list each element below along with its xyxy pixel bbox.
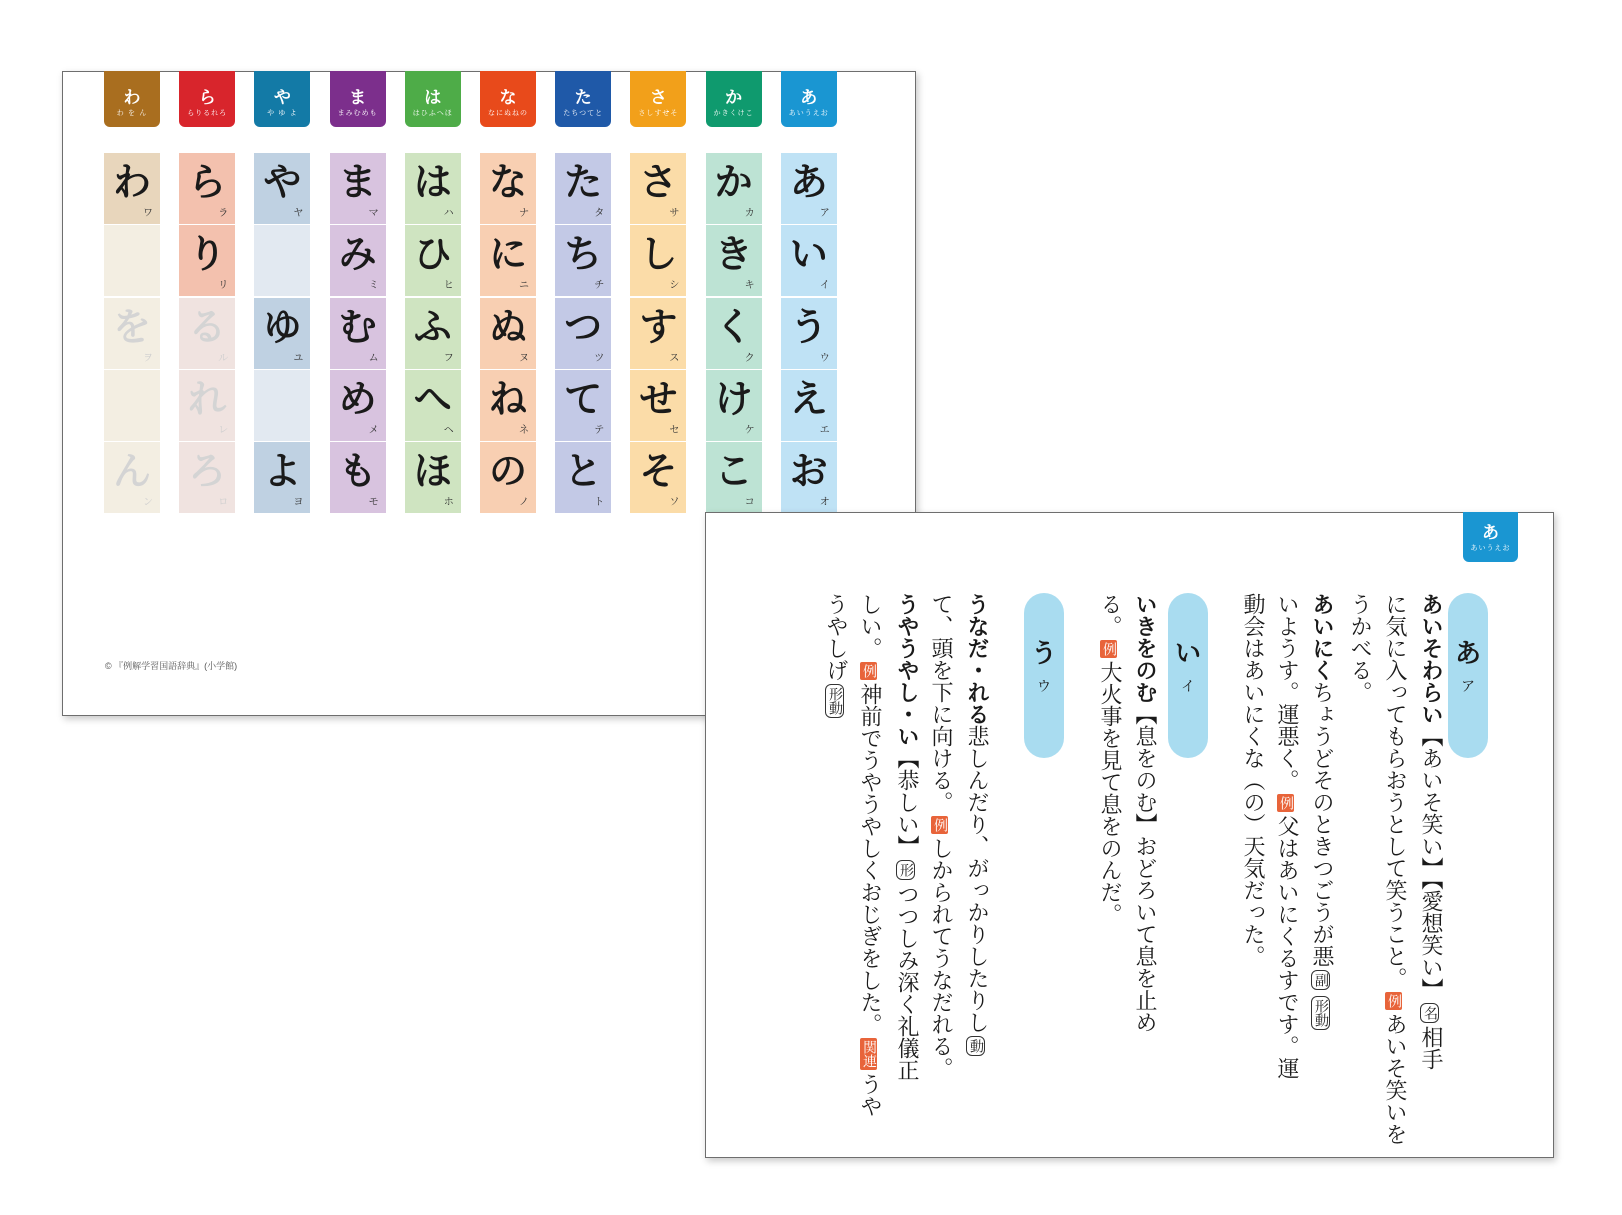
kana-hiragana: せ	[639, 376, 678, 421]
kana-hiragana: む	[338, 304, 377, 349]
section-i-label: い	[1174, 639, 1201, 669]
kana-hiragana: ね	[488, 376, 527, 421]
entry-text: る。	[1097, 593, 1122, 637]
column-tab-sub: わ を ん	[116, 109, 148, 117]
kana-cell[interactable]	[630, 225, 686, 296]
kana-katakana: ハ	[443, 208, 454, 219]
entry-text: 【あいそ笑い】【愛想笑い】	[1418, 725, 1443, 1000]
kana-katakana: テ	[594, 424, 605, 436]
headword: うなだ・れる	[964, 593, 989, 725]
kana-katakana: フ	[443, 352, 454, 364]
entry-text: 【息をのむ】おどろいて息を止め	[1132, 703, 1157, 1033]
column-tab[interactable]	[781, 71, 837, 127]
headword: うやうやし・い	[894, 593, 919, 747]
kana-hiragana: て	[564, 376, 603, 421]
entry-text: 悲しんだり、がっかりしたりし	[964, 725, 989, 1033]
kana-katakana: リ	[218, 280, 229, 292]
column-tab[interactable]	[630, 71, 686, 127]
column-tab-label: は	[424, 88, 442, 108]
headword: いきをのむ	[1132, 593, 1157, 703]
kana-hiragana: お	[789, 449, 828, 494]
example-marker: 例	[1386, 994, 1402, 1008]
section-u-label: う	[1030, 639, 1057, 669]
kana-cell[interactable]	[104, 442, 160, 513]
kana-katakana: ヒ	[443, 280, 454, 292]
kana-katakana: ニ	[519, 280, 529, 292]
kana-hiragana: め	[338, 376, 377, 421]
dictionary-index-tab[interactable]	[1463, 512, 1518, 562]
kana-cell[interactable]	[781, 442, 837, 513]
kana-hiragana: ほ	[413, 449, 452, 494]
part-of-speech-label: 形動	[1311, 996, 1330, 1030]
kana-katakana: ヲ	[143, 352, 153, 364]
kana-cell[interactable]	[630, 298, 686, 369]
kana-cell[interactable]	[179, 370, 235, 441]
kana-cell[interactable]	[781, 370, 837, 441]
kana-cell[interactable]	[706, 370, 762, 441]
kana-hiragana: ら	[188, 160, 227, 204]
dictionary-page	[705, 512, 1554, 1158]
kana-hiragana: れ	[188, 376, 227, 421]
kana-hiragana: う	[789, 304, 828, 349]
kana-katakana: ウ	[819, 352, 830, 364]
kana-hiragana: え	[789, 376, 828, 421]
column-tab-sub: らりるれろ	[187, 109, 228, 117]
kana-hiragana: る	[188, 304, 227, 349]
kana-hiragana: い	[789, 232, 828, 277]
entry-line	[1339, 593, 1379, 1138]
column-tab-sub: なにぬねの	[488, 109, 528, 117]
kana-katakana: ロ	[218, 497, 229, 509]
section-heading-u	[1024, 593, 1064, 758]
entry-text: ちょうどそのときつごうが悪	[1309, 681, 1334, 967]
kana-cell[interactable]	[555, 153, 611, 224]
kana-cell[interactable]	[179, 225, 235, 296]
kana-hiragana: に	[488, 232, 527, 277]
entry-text: て、頭を下に向ける。	[928, 593, 953, 813]
kana-cell[interactable]	[330, 298, 386, 369]
column-tab[interactable]	[104, 71, 160, 127]
entry-line	[1374, 593, 1414, 1145]
kana-cell[interactable]	[254, 153, 310, 224]
kana-katakana: ク	[744, 352, 755, 364]
kana-hiragana: た	[564, 160, 603, 204]
kana-katakana: チ	[594, 280, 605, 292]
kana-katakana: マ	[368, 208, 379, 219]
kana-cell[interactable]	[480, 153, 536, 224]
entry-text: うやしげ	[823, 593, 848, 681]
kana-katakana: ナ	[519, 208, 529, 219]
entry-text: うかべる。	[1347, 593, 1372, 703]
kana-katakana: オ	[819, 497, 830, 509]
column-tab-label: か	[725, 88, 743, 108]
kana-cell[interactable]	[781, 153, 837, 224]
column-tab[interactable]	[254, 71, 310, 127]
entry-text: 相手	[1418, 1026, 1443, 1070]
kana-cell[interactable]	[480, 442, 536, 513]
kana-katakana: ト	[594, 497, 605, 509]
column-tab-label: た	[574, 88, 592, 108]
kana-katakana: タ	[594, 208, 605, 219]
kana-cell[interactable]	[480, 298, 536, 369]
entry-line	[815, 593, 855, 1138]
kana-hiragana: ち	[564, 232, 603, 277]
headword: あいにく	[1309, 593, 1334, 681]
entry-text: しい。	[857, 593, 882, 659]
kana-cell[interactable]	[104, 298, 160, 369]
kana-katakana: カ	[744, 208, 755, 219]
column-tab-label: や	[273, 88, 291, 108]
entry-text: いようす。運悪く。	[1274, 593, 1299, 791]
part-of-speech-label: 動	[966, 1036, 985, 1056]
kana-katakana: ツ	[594, 352, 605, 364]
kana-katakana: ス	[669, 352, 680, 364]
kana-katakana: コ	[744, 497, 755, 509]
kana-cell[interactable]	[706, 225, 762, 296]
kana-katakana: メ	[368, 424, 379, 436]
entry-line	[920, 593, 960, 1138]
kana-hiragana: の	[488, 449, 527, 494]
section-i-kata: イ	[1181, 679, 1195, 695]
kana-hiragana: ゆ	[263, 304, 302, 349]
kana-katakana: キ	[744, 280, 755, 292]
kana-cell[interactable]	[630, 153, 686, 224]
headword: あいそわらい	[1418, 593, 1443, 725]
entry-line	[956, 593, 996, 1138]
entry-text: 大火事を見て息をのんだ。	[1097, 661, 1122, 925]
kana-cell[interactable]	[179, 153, 235, 224]
kana-cell[interactable]	[254, 298, 310, 369]
entry-line	[1301, 593, 1341, 1138]
kana-cell[interactable]	[330, 225, 386, 296]
kana-katakana: ミ	[368, 280, 379, 292]
example-marker: 例	[1101, 642, 1117, 656]
entry-text: つつしみ深く礼儀正	[894, 883, 919, 1081]
kana-hiragana: ん	[112, 449, 151, 494]
kana-hiragana: ふ	[413, 304, 452, 349]
kana-katakana: ン	[143, 497, 153, 509]
column-tab-label: ら	[198, 88, 216, 108]
kana-katakana: ネ	[519, 424, 529, 436]
kana-hiragana: ひ	[413, 232, 452, 277]
kana-hiragana: は	[413, 160, 452, 204]
kana-katakana: モ	[368, 497, 379, 509]
kana-hiragana: や	[263, 160, 302, 204]
kana-katakana: ユ	[293, 352, 304, 364]
kana-cell[interactable]	[179, 442, 235, 513]
kana-cell[interactable]	[330, 442, 386, 513]
kana-katakana: ヌ	[519, 352, 529, 364]
kana-hiragana: へ	[413, 376, 452, 421]
column-tab-sub: たちつてと	[563, 109, 604, 117]
section-a-kata: ア	[1461, 679, 1475, 695]
column-tab-sub: や ゆ よ	[267, 109, 298, 117]
kana-cell[interactable]	[706, 442, 762, 513]
column-tab[interactable]	[706, 71, 762, 127]
column-tab-sub: かきくけこ	[713, 109, 754, 117]
kana-cell[interactable]	[104, 225, 160, 296]
part-of-speech-label: 副	[1311, 970, 1330, 990]
kana-katakana: ソ	[669, 497, 680, 509]
kana-hiragana: あ	[789, 160, 828, 204]
column-tab-label: な	[499, 88, 517, 108]
kana-cell[interactable]	[254, 225, 310, 296]
dictionary-tab-sub: あいうえお	[1470, 544, 1511, 552]
entry-text: 動会はあいにくな（の）天気だった。	[1240, 593, 1265, 967]
section-a-label: あ	[1454, 639, 1481, 669]
kana-hiragana: き	[714, 232, 753, 277]
column-tab-sub: あいうえお	[788, 109, 829, 117]
kana-hiragana: わ	[112, 160, 151, 204]
kana-hiragana: ま	[338, 160, 377, 204]
kana-katakana: ア	[819, 208, 830, 219]
example-marker: 例	[861, 664, 877, 678]
kana-cell[interactable]	[104, 153, 160, 224]
kana-katakana: ケ	[744, 424, 755, 436]
entry-text: しかられてうなだれる。	[928, 837, 953, 1079]
kana-cell[interactable]	[330, 370, 386, 441]
part-of-speech-label: 名	[1420, 1003, 1439, 1023]
kana-cell[interactable]	[330, 153, 386, 224]
column-tab-sub: さしすせそ	[638, 109, 679, 117]
section-u-kata: ウ	[1037, 679, 1051, 695]
kana-katakana: レ	[218, 424, 229, 436]
kana-hiragana: り	[188, 232, 227, 277]
kana-katakana: エ	[819, 424, 830, 436]
kana-katakana: ノ	[519, 497, 529, 509]
kana-cell[interactable]	[555, 298, 611, 369]
entry-text: に気に入ってもらおうとして笑うこと。	[1382, 593, 1407, 989]
kana-hiragana: く	[714, 304, 753, 349]
entry-text: あいそ笑いを	[1382, 1013, 1407, 1145]
kana-cell[interactable]	[254, 370, 310, 441]
kana-katakana: ワ	[143, 208, 153, 219]
kana-cell[interactable]	[405, 225, 461, 296]
related-marker: 関連	[861, 1040, 877, 1068]
kana-cell[interactable]	[179, 298, 235, 369]
kana-katakana: サ	[669, 208, 680, 219]
column-tab[interactable]	[555, 71, 611, 127]
kana-hiragana: と	[564, 449, 603, 494]
column-tab-sub: はひふへほ	[412, 109, 453, 117]
kana-hiragana: ぬ	[488, 304, 527, 349]
kana-cell[interactable]	[254, 442, 310, 513]
kana-hiragana: こ	[714, 449, 753, 494]
column-tab[interactable]	[179, 71, 235, 127]
kana-cell[interactable]	[480, 370, 536, 441]
column-tab-sub: まみむめも	[337, 109, 378, 117]
entry-text: 【恭しい】	[894, 747, 919, 857]
kana-katakana: ム	[368, 352, 379, 364]
kana-hiragana: を	[112, 304, 151, 349]
dictionary-tab-label: あ	[1482, 523, 1499, 543]
kana-hiragana: ろ	[188, 449, 227, 494]
kana-katakana: ラ	[218, 208, 229, 219]
column-tab-label: あ	[800, 88, 818, 108]
entry-text: うや	[857, 1073, 882, 1117]
entry-line	[1266, 593, 1306, 1138]
kana-cell[interactable]	[630, 442, 686, 513]
kana-cell[interactable]	[706, 153, 762, 224]
kana-hiragana: つ	[564, 304, 603, 349]
kana-cell[interactable]	[630, 370, 686, 441]
kana-hiragana: な	[488, 160, 527, 204]
entry-line	[1232, 593, 1272, 1138]
kana-katakana: ヘ	[443, 424, 454, 436]
kana-cell[interactable]	[555, 370, 611, 441]
kana-katakana: シ	[669, 280, 680, 292]
example-marker: 例	[932, 818, 948, 832]
kana-katakana: ル	[218, 352, 229, 364]
kana-cell[interactable]	[781, 298, 837, 369]
kana-cell[interactable]	[405, 442, 461, 513]
kana-hiragana: す	[639, 304, 678, 349]
kana-cell[interactable]	[781, 225, 837, 296]
kana-cell[interactable]	[405, 370, 461, 441]
entry-line	[1089, 593, 1129, 1138]
kana-cell[interactable]	[555, 225, 611, 296]
kana-katakana: ホ	[443, 497, 454, 509]
copyright-text: © 『例解学習国語辞典』(小学館)	[105, 661, 238, 671]
part-of-speech-label: 形	[896, 860, 915, 880]
entry-line	[1124, 593, 1164, 1138]
kana-cell[interactable]	[480, 225, 536, 296]
kana-katakana: ヨ	[293, 497, 304, 509]
kana-katakana: ヤ	[293, 208, 304, 219]
column-tab-label: さ	[649, 88, 667, 108]
entry-line	[1410, 593, 1450, 1138]
kana-hiragana: み	[338, 232, 377, 277]
column-tab[interactable]	[405, 71, 461, 127]
kana-hiragana: そ	[639, 449, 678, 494]
kana-katakana: イ	[819, 280, 830, 292]
entry-line	[849, 593, 889, 1138]
section-heading-a	[1448, 593, 1488, 758]
entry-text: 神前でうやうやしくおじぎをした。	[857, 683, 882, 1035]
kana-cell[interactable]	[706, 298, 762, 369]
kana-hiragana: も	[338, 449, 377, 494]
entry-text: 父はあいにくるすです。運	[1274, 815, 1299, 1079]
kana-cell[interactable]	[405, 298, 461, 369]
kana-hiragana: け	[714, 376, 753, 421]
kana-cell[interactable]	[104, 370, 160, 441]
part-of-speech-label: 形動	[825, 684, 844, 718]
kana-hiragana: よ	[263, 449, 302, 494]
kana-hiragana: か	[714, 160, 753, 204]
kana-cell[interactable]	[555, 442, 611, 513]
column-tab-label: わ	[123, 88, 141, 108]
kana-hiragana: さ	[639, 160, 678, 204]
column-tab[interactable]	[330, 71, 386, 127]
section-heading-i	[1168, 593, 1208, 758]
entry-line	[886, 593, 926, 1138]
column-tab-label: ま	[349, 88, 367, 108]
kana-katakana: セ	[669, 424, 680, 436]
example-marker: 例	[1278, 796, 1294, 810]
column-tab[interactable]	[480, 71, 536, 127]
kana-cell[interactable]	[405, 153, 461, 224]
kana-hiragana: し	[639, 232, 678, 277]
